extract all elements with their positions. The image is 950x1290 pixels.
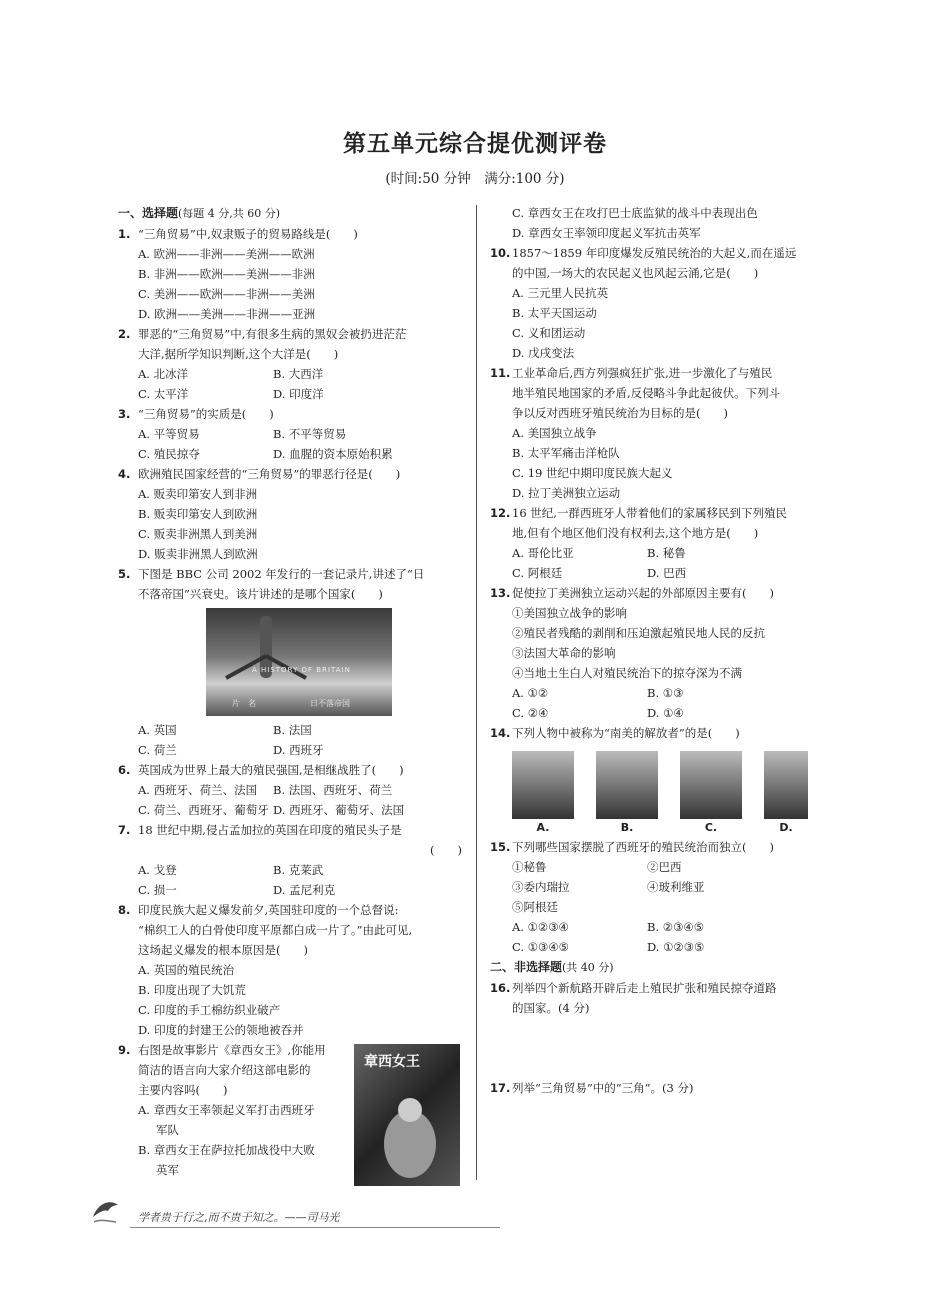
option: A. 英国的殖民统治 [138,963,235,977]
option: C. 美洲——欧洲——非洲——美洲 [138,287,315,301]
page-subtitle: (时间:50 分钟 满分:100 分) [385,171,565,187]
option: B. 克莱武 [273,863,324,877]
option: B. ②③④⑤ [647,920,705,934]
question-14: 14. 下列人物中被称为“南美的解放者”的是( ) A. B. C. D. [490,723,835,837]
question-6: 6. 英国成为世界上最大的殖民强国,是相继战胜了( ) A. 西班牙、荷兰、法国 B. 法国、西班牙、荷兰 C. 荷兰、西班牙、葡萄牙 D. 西班牙、葡萄牙、法国 [118,760,468,820]
question-4: 4. 欧洲殖民国家经营的“三角贸易”的罪恶行径是( ) A. 贩卖印第安人到非洲 B. 贩卖印第安人到欧洲 C. 贩卖非洲黑人到美洲 D. 贩卖非洲黑人到欧洲 [118,464,468,564]
option: C. 印度的手工棉纺织业破产 [138,1003,281,1017]
option: B. 秘鲁 [647,546,686,560]
question-10: 10. 1857～1859 年印度爆发反殖民统治的大起义,而在遥远 的中国,一场大的农民起义也风起云涌,它是( ) A. 三元里人民抗英 B. 太平天国运动 C. 义和团运动 D. 戊戌变法 [490,243,835,363]
footer-rule [130,1227,500,1228]
option: D. ①②③⑤ [647,940,705,954]
option: C. 义和团运动 [512,326,586,340]
option: A. 美国独立战争 [512,426,597,440]
question-9: 9. 右图是故事影片《章西女王》,你能用 简洁的语言向大家介绍这部电影的 主要内容吗( ) A. 章西女王率领起义军打击西班牙 军队 B. 章西女王在萨拉托加战役中大败 英军 章西女王 [118,1040,468,1180]
question-8: 8. 印度民族大起义爆发前夕,英国驻印度的一个总督说: “棉织工人的白骨使印度平原都白成一片了。”由此可见, 这场起义爆发的根本原因是( ) A. 英国的殖民统治 B. 印度出现了大饥荒 C. 印度的手工棉纺织业破产 D. 印度的封建王公的领地被吞并 [118,900,468,1040]
footer-motto: 学者贵于行之,而不贵于知之。——司马光 [138,1211,340,1224]
option: A. 三元里人民抗英 [512,286,609,300]
option: D. 印度的封建王公的领地被吞并 [138,1023,304,1037]
option: A. 北冰洋 [138,367,189,381]
question-11: 11. 工业革命后,西方列强疯狂扩张,进一步激化了与殖民 地半殖民地国家的矛盾,反侵略斗争此起彼伏。下列斗 争以反对西班牙殖民统治为目标的是( ) A. 美国独立战争 B. 太平军痛击洋枪队 C. 19 世纪中期印度民族大起义 D. 拉丁美洲独立运动 [490,363,835,503]
option: A. ①②③④ [512,920,569,934]
option: A. 欧洲——非洲——美洲——欧洲 [138,247,315,261]
option: C. 荷兰 [138,743,177,757]
option: A. 英国 [138,723,177,737]
option: C. 贩卖非洲黑人到美洲 [138,527,258,541]
dolphin-icon [90,1195,122,1227]
option: A. 哥伦比亚 [512,546,574,560]
question-5: 5. 下图是 BBC 公司 2002 年发行的一套记录片,讲述了“日 不落帝国”兴衰史。该片讲述的是哪个国家( ) A HISTORY OF BRITAIN 片 名 日不落帝国 A. 英国 B. 法国 C. 荷兰 D. 西班牙 [118,564,468,760]
question-2: 2. 罪恶的“三角贸易”中,有很多生病的黑奴会被扔进茫茫 大洋,据所学知识判断,这个大洋是( ) A. 北冰洋 B. 大西洋 C. 太平洋 D. 印度洋 [118,324,468,404]
option: D. ①④ [647,706,684,720]
portrait-row [512,751,835,837]
option: C. 阿根廷 [512,566,563,580]
option: B. 太平军痛击洋枪队 [512,446,620,460]
question-16: 16. 列举四个新航路开辟后走上殖民扩张和殖民掠夺道路 的国家。(4 分) [490,981,777,1015]
option: A. 戈登 [138,863,177,877]
option: D. 印度洋 [273,387,324,401]
portrait-b: B. [596,751,658,837]
option: A. 西班牙、荷兰、法国 [138,783,258,797]
option: B. 不平等贸易 [273,427,347,441]
option: B. 太平天国运动 [512,306,597,320]
option: B. 非洲——欧洲——美洲——非洲 [138,267,315,281]
page-title: 第五单元综合提优测评卷 [343,131,607,157]
portrait-c: C. [680,751,742,837]
question-3: 3. “三角贸易”的实质是( ) A. 平等贸易 B. 不平等贸易 C. 殖民掠夺 D. 血腥的资本原始积累 [118,404,468,464]
option: D. 贩卖非洲黑人到欧洲 [138,547,258,561]
column-divider [476,205,477,1180]
portrait-a: A. [512,751,574,837]
option: B. 印度出现了大饥荒 [138,983,246,997]
option: B. ①③ [647,686,684,700]
page-footer [90,1195,870,1235]
portrait-d: D. [764,751,808,837]
documentary-image: A HISTORY OF BRITAIN 片 名 日不落帝国 [206,608,392,716]
option: B. 大西洋 [273,367,324,381]
question-15: 15. 下列哪些国家摆脱了西班牙的殖民统治而独立( ) ①秘鲁 ②巴西 ③委内瑞拉 ④玻利维亚 ⑤阿根廷 A. ①②③④ B. ②③④⑤ C. ①③④⑤ D. ①②③⑤ [490,837,835,957]
option: A. 平等贸易 [138,427,200,441]
option: C. 荷兰、西班牙、葡萄牙 [138,803,269,817]
option: B. 法国 [273,723,312,737]
option: D. 西班牙、葡萄牙、法国 [273,803,405,817]
question-13: 13. 促使拉丁美洲独立运动兴起的外部原因主要有( ) ①美国独立战争的影响 ②殖民者残酷的剥削和压迫激起殖民地人民的反抗 ③法国大革命的影响 ④当地土生白人对殖民统治下的掠夺深为不满 A. ①② B. ①③ C. ②④ D. ①④ [490,583,835,723]
right-column [490,203,835,1098]
option: C. 太平洋 [138,387,189,401]
option: C. 章西女王在攻打巴士底监狱的战斗中表现出色 [512,206,758,220]
option: D. 拉丁美洲独立运动 [512,486,621,500]
section-heading: 二、非选择题(共 40 分) [490,960,614,974]
option: D. 孟尼利克 [273,883,336,897]
left-column [118,203,468,1180]
option: C. 损一 [138,883,177,897]
question-7: 7. 18 世纪中期,侵占孟加拉的英国在印度的殖民头子是 ( ) A. 戈登 B. 克莱武 C. 损一 D. 孟尼利克 [118,820,468,900]
option: D. 血腥的资本原始积累 [273,447,393,461]
option: B. 法国、西班牙、荷兰 [273,783,393,797]
option: A. 章西女王率领起义军打击西班牙 [138,1103,315,1117]
question-1: 1. “三角贸易”中,奴隶贩子的贸易路线是( ) A. 欧洲——非洲——美洲——欧洲 B. 非洲——欧洲——美洲——非洲 C. 美洲——欧洲——非洲——美洲 D. 欧洲——美洲——非洲——亚洲 [118,224,468,324]
section-heading: 一、选择题(每题 4 分,共 60 分) [118,206,281,220]
option: B. 章西女王在萨拉托加战役中大败 [138,1143,315,1157]
option: B. 贩卖印第安人到欧洲 [138,507,258,521]
option: D. 戊戌变法 [512,346,575,360]
option: D. 巴西 [647,566,687,580]
option: A. 贩卖印第安人到非洲 [138,487,258,501]
option: C. ①③④⑤ [512,940,569,954]
question-12: 12. 16 世纪,一群西班牙人带着他们的家属移民到下列殖民 地,但有个地区他们没有权利去,这个地方是( ) A. 哥伦比亚 B. 秘鲁 C. 阿根廷 D. 巴西 [490,503,835,583]
option: D. 章西女王率领印度起义军抗击英军 [512,226,701,240]
question-17: 17. 列举“三角贸易”中的“三角”。(3 分) [490,1081,694,1095]
option: A. ①② [512,686,549,700]
option: D. 西班牙 [273,743,324,757]
option: D. 欧洲——美洲——非洲——亚洲 [138,307,316,321]
option: C. ②④ [512,706,549,720]
option: C. 殖民掠夺 [138,447,200,461]
option: C. 19 世纪中期印度民族大起义 [512,466,673,480]
movie-poster-image: 章西女王 [354,1044,460,1186]
